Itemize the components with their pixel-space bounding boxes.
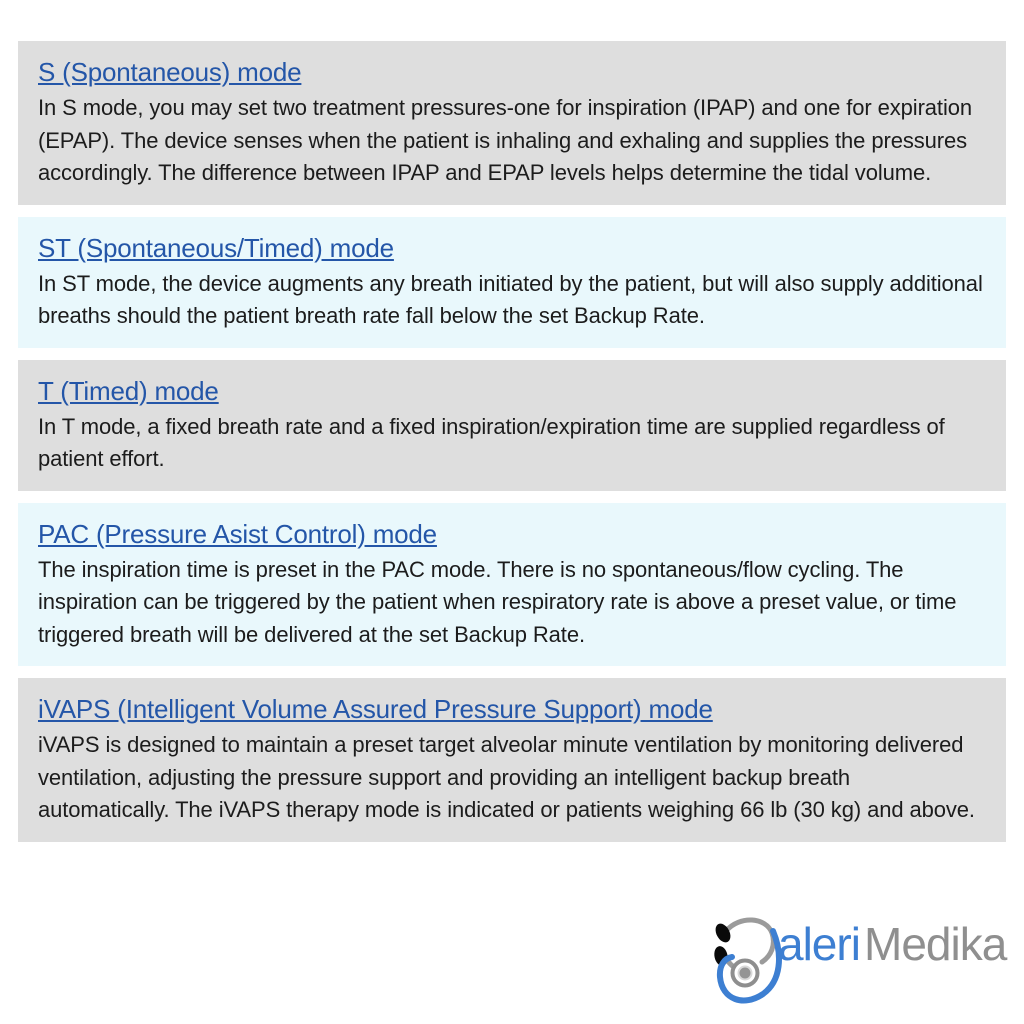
stethoscope-g-icon	[713, 920, 779, 1001]
logo-text-medika: Medika	[864, 918, 1007, 970]
t-mode-description: In T mode, a fixed breath rate and a fixed inspiration/expiration time are supplied regardless of patient effort.	[38, 413, 945, 471]
s-mode-description: In S mode, you may set two treatment pressures-one for inspiration (IPAP) and one for expiration (EPAP). The device senses when the patient is inhaling and exhaling and supplies the pressures accordingly. The difference between IPAP and EPAP levels helps determine the tidal volume.	[38, 95, 973, 185]
section-s-mode	[18, 41, 1006, 205]
st-mode-link[interactable]: ST (Spontaneous/Timed) mode	[38, 232, 394, 263]
pac-mode-description: The inspiration time is preset in the PAC mode. There is no spontaneous/flow cycling. The inspiration can be triggered by the patient when respiratory rate is above a preset value, or time triggered breath will be delivered at the set Backup Rate.	[38, 556, 957, 647]
pac-mode-link[interactable]: PAC (Pressure Asist Control) mode	[38, 518, 437, 549]
section-pac-mode	[18, 503, 1006, 667]
section-st-mode	[18, 217, 1006, 348]
mode-description-list	[18, 41, 1006, 854]
logo-text-aleri: aleri	[778, 918, 860, 970]
ivaps-mode-link[interactable]: iVAPS (Intelligent Volume Assured Pressure Support) mode	[38, 694, 713, 724]
section-t-mode	[18, 360, 1006, 491]
ivaps-mode-description: iVAPS is designed to maintain a preset target alveolar minute ventilation by monitoring delivered ventilation, adjusting the pressure support and providing an intelligent backup breath automatically. The iVAPS therapy mode is indicated or patients weighing 66 lb (30 kg) and above.	[38, 732, 975, 822]
t-mode-link[interactable]: T (Timed) mode	[38, 375, 219, 406]
st-mode-description: In ST mode, the device augments any breath initiated by the patient, but will also supply additional breaths should the patient breath rate fall below the set Backup Rate.	[38, 270, 983, 328]
section-ivaps-mode	[18, 678, 1006, 842]
galeri-medika-logo	[712, 915, 1012, 1020]
s-mode-link[interactable]: S (Spontaneous) mode	[38, 57, 302, 87]
